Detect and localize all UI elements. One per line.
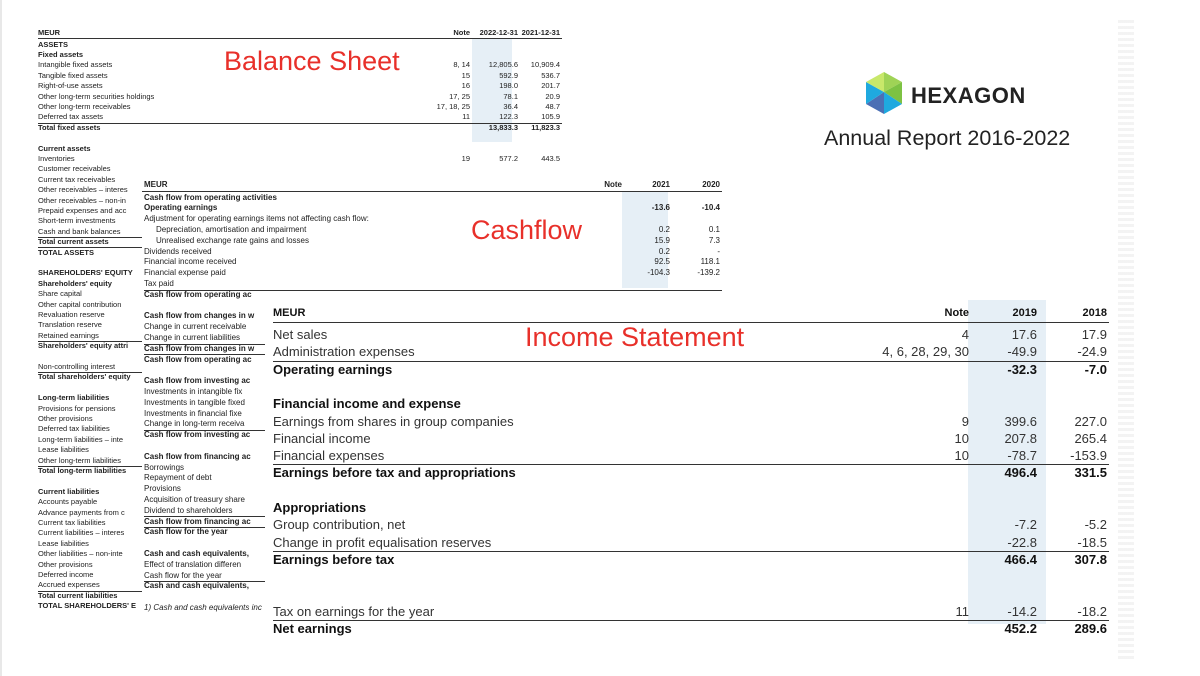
table-row xyxy=(144,247,722,258)
row-value-1: -7.2 xyxy=(1014,517,1037,533)
left-edge xyxy=(0,0,2,676)
row-label: Current liabilities xyxy=(38,486,100,496)
row-label: Tax paid xyxy=(144,278,174,288)
row-label: Cash flow from changes in w xyxy=(144,343,255,353)
row-label: Other long-term receivables xyxy=(38,101,131,111)
row-note: 8, 14 xyxy=(453,60,470,70)
row-label: Investments in tangible fixed xyxy=(144,397,245,407)
unit-label: MEUR xyxy=(38,28,61,37)
row-label: Cash and bank balances xyxy=(38,226,121,236)
table-row xyxy=(273,516,1109,533)
row-label: Deferred tax liabilities xyxy=(38,424,110,434)
row-label: Current liabilities – interes xyxy=(38,528,125,538)
row-label: Cash flow from financing ac xyxy=(144,451,251,461)
row-label: Revaluation reserve xyxy=(38,309,105,319)
income-statement-title: Income Statement xyxy=(525,322,745,352)
row-value-1: 92.5 xyxy=(654,257,670,267)
row-label: Financial expense paid xyxy=(144,268,226,278)
year-header-1: 2019 xyxy=(1012,307,1037,319)
table-row xyxy=(144,225,722,236)
cashflow-header xyxy=(142,180,722,192)
row-value-1: 0.2 xyxy=(658,246,670,256)
note-header: Note xyxy=(453,28,470,37)
row-value-2: 443.5 xyxy=(541,153,560,163)
row-note: 17, 18, 25 xyxy=(436,101,470,111)
row-label: Cash flow from operating ac xyxy=(144,354,252,364)
row-label: Long-term liabilities xyxy=(38,393,110,403)
row-label: Unrealised exchange rate gains and losses xyxy=(156,235,309,245)
note-header: Note xyxy=(604,180,622,189)
row-label: Cash flow from operating activities xyxy=(144,192,277,202)
row-label: Intangible fixed assets xyxy=(38,60,113,70)
row-label: Customer receivables xyxy=(38,164,111,174)
row-value-1: -32.3 xyxy=(1007,361,1037,377)
row-value-1: 452.2 xyxy=(1004,621,1037,637)
table-row xyxy=(273,482,1109,499)
hexagon-logo-icon xyxy=(864,72,904,116)
row-value-2: 536.7 xyxy=(541,70,560,80)
row-value-1: -78.7 xyxy=(1007,448,1037,464)
table-row xyxy=(38,154,562,164)
cashflow-title: Cashflow xyxy=(471,215,583,245)
row-label: Operating earnings xyxy=(144,203,218,213)
note-header: Note xyxy=(944,307,969,319)
table-row xyxy=(273,361,1109,378)
row-label: Change in profit equalisation reserves xyxy=(273,534,492,550)
row-label: ASSETS xyxy=(38,39,69,49)
row-label: Other liabilities – non-inte xyxy=(38,549,123,559)
table-row xyxy=(273,430,1109,447)
row-label: Tax on earnings for the year xyxy=(273,603,435,619)
row-value-1: -104.3 xyxy=(647,268,670,278)
row-value-1: 466.4 xyxy=(1004,551,1037,567)
row-value-2: 0.1 xyxy=(708,224,720,234)
row-value-2: -5.2 xyxy=(1084,517,1107,533)
row-label: Dividends received xyxy=(144,246,212,256)
table-row xyxy=(273,620,1109,637)
row-label: Deferred tax assets xyxy=(38,112,104,122)
row-label: Other receivables – non-in xyxy=(38,195,126,205)
row-label: Change in current receivable xyxy=(144,322,247,332)
row-value-2: 10,909.4 xyxy=(530,60,560,70)
row-label: Dividend to shareholders xyxy=(144,505,233,515)
year-header-2: 2020 xyxy=(702,180,720,189)
row-label: Accrued expenses xyxy=(38,580,100,590)
row-note: 4 xyxy=(961,327,969,342)
row-value-2: -24.9 xyxy=(1077,344,1107,360)
row-label: Cash flow from financing ac xyxy=(144,516,251,526)
row-label: Financial income received xyxy=(144,257,237,267)
row-label: Cash flow from investing ac xyxy=(144,376,251,386)
balance-sheet-title: Balance Sheet xyxy=(224,46,400,76)
table-row xyxy=(273,551,1109,568)
table-row xyxy=(38,123,562,133)
year-header-1: 2022-12-31 xyxy=(479,28,518,37)
row-label: Total shareholders' equity xyxy=(38,372,131,382)
row-value-1: -22.8 xyxy=(1007,534,1037,550)
row-label: Lease liabilities xyxy=(38,538,89,548)
row-label: Cash flow for the year xyxy=(144,570,222,580)
row-label: Long-term liabilities – inte xyxy=(38,434,124,444)
row-label: Financial income and expense xyxy=(273,396,461,412)
row-label: Other long-term liabilities xyxy=(38,455,121,465)
row-label: Current tax receivables xyxy=(38,174,116,184)
row-note: 15 xyxy=(461,70,470,80)
row-label: Total long-term liabilities xyxy=(38,465,127,475)
row-value-2: 17.9 xyxy=(1081,327,1107,342)
row-label: Borrowings xyxy=(144,462,185,472)
row-label: Acquisition of treasury share xyxy=(144,494,245,504)
row-value-1: 122.3 xyxy=(499,112,518,122)
row-value-2: 118.1 xyxy=(700,257,720,267)
row-label: Operating earnings xyxy=(273,361,393,377)
table-row xyxy=(273,603,1109,621)
row-label: Right-of-use assets xyxy=(38,81,103,91)
row-note: 10 xyxy=(954,448,969,464)
row-label: Other provisions xyxy=(38,559,93,569)
table-row xyxy=(144,236,722,247)
row-label: Net earnings xyxy=(273,621,352,637)
table-row xyxy=(144,214,722,225)
income-statement-header xyxy=(273,305,1109,323)
row-label: Total current assets xyxy=(38,237,109,247)
row-value-2: -139.2 xyxy=(697,268,720,278)
hexagon-logo xyxy=(864,72,904,121)
row-label: Share capital xyxy=(38,289,82,299)
row-label: Retained earnings xyxy=(38,330,99,340)
row-label: Other receivables – interes xyxy=(38,185,128,195)
table-row xyxy=(273,568,1109,585)
year-header-2: 2021-12-31 xyxy=(521,28,560,37)
row-value-2: 227.0 xyxy=(1074,413,1107,429)
row-label: Accounts payable xyxy=(38,497,98,507)
row-label: Repayment of debt xyxy=(144,473,212,483)
balance-sheet-header xyxy=(38,28,562,39)
table-row xyxy=(144,203,722,214)
table-row xyxy=(273,499,1109,516)
row-value-2: 331.5 xyxy=(1074,465,1107,481)
row-label: Effect of translation differen xyxy=(144,559,242,569)
table-row xyxy=(38,133,562,143)
year-header-2: 2018 xyxy=(1082,307,1107,319)
row-label: Appropriations xyxy=(273,500,367,515)
row-label: Current tax liabilities xyxy=(38,517,106,527)
row-value-2: 48.7 xyxy=(545,101,560,111)
row-value-2: -18.5 xyxy=(1077,534,1107,550)
row-label: Deferred income xyxy=(38,569,94,579)
row-value-1: 207.8 xyxy=(1004,430,1037,446)
table-row xyxy=(144,193,722,204)
unit-label: MEUR xyxy=(144,180,168,189)
row-value-2: 105.9 xyxy=(541,112,560,122)
row-value-1: -14.2 xyxy=(1007,603,1037,619)
year-header-1: 2021 xyxy=(652,180,670,189)
row-label: Net sales xyxy=(273,327,328,342)
row-value-1: -13.6 xyxy=(651,203,670,213)
row-label: Provisions for pensions xyxy=(38,403,116,413)
row-label: Depreciation, amortisation and impairment xyxy=(156,224,307,234)
row-value-1: 17.6 xyxy=(1011,327,1037,342)
row-label: SHAREHOLDERS' EQUITY xyxy=(38,268,133,278)
row-note: 9 xyxy=(961,413,969,429)
row-value-1: 577.2 xyxy=(499,153,518,163)
row-value-2: 289.6 xyxy=(1074,621,1107,637)
report-subtitle: Annual Report 2016-2022 xyxy=(824,126,1071,150)
unit-label: MEUR xyxy=(273,307,306,319)
row-label: Tangible fixed assets xyxy=(38,70,108,80)
row-label: Cash and cash equivalents, xyxy=(144,548,249,558)
row-label: Total fixed assets xyxy=(38,122,101,132)
table-row xyxy=(38,81,562,91)
row-value-1: 13,833.3 xyxy=(488,122,518,132)
row-value-2: -7.0 xyxy=(1084,361,1107,377)
row-label: Total current liabilities xyxy=(38,590,118,600)
row-value-1: 36.4 xyxy=(503,101,518,111)
row-value-1: 78.1 xyxy=(503,91,518,101)
row-label: Provisions xyxy=(144,484,181,494)
row-value-2: -153.9 xyxy=(1070,448,1107,464)
row-label: Administration expenses xyxy=(273,344,415,360)
row-note: 19 xyxy=(461,153,470,163)
row-label: TOTAL ASSETS xyxy=(38,247,94,257)
row-note: 11 xyxy=(462,112,470,122)
row-value-2: 201.7 xyxy=(541,81,560,91)
row-label: Financial income xyxy=(273,430,371,446)
row-value-2: 265.4 xyxy=(1074,430,1107,446)
row-label: Lease liabilities xyxy=(38,445,89,455)
table-row xyxy=(144,268,722,279)
row-value-1: 198.0 xyxy=(499,81,518,91)
row-note: 4, 6, 28, 29, 30 xyxy=(882,344,969,360)
row-label: Short-term investments xyxy=(38,216,116,226)
row-label: Other capital contribution xyxy=(38,299,122,309)
table-row xyxy=(144,290,722,301)
row-value-1: 12,805.6 xyxy=(488,60,518,70)
row-value-1: 0.2 xyxy=(658,224,670,234)
row-label: Financial expenses xyxy=(273,448,385,464)
row-label: Shareholders' equity attri xyxy=(38,341,129,351)
row-label: Cash and cash equivalents, xyxy=(144,581,249,591)
row-note: 16 xyxy=(461,81,470,91)
row-note: 10 xyxy=(954,430,969,446)
row-value-2: 11,823.3 xyxy=(531,122,560,132)
row-label: Change in long-term receiva xyxy=(144,419,245,429)
row-label: Translation reserve xyxy=(38,320,102,330)
row-label: Non-controlling interest xyxy=(38,361,116,371)
table-row xyxy=(38,164,562,174)
row-value-2: -10.4 xyxy=(701,203,720,213)
row-label: Prepaid expenses and acc xyxy=(38,205,127,215)
table-row xyxy=(38,144,562,154)
row-value-2: 307.8 xyxy=(1074,551,1107,567)
row-value-1: 496.4 xyxy=(1004,465,1037,481)
row-label: Shareholders' equity xyxy=(38,278,112,288)
row-label: Other long-term securities holdings xyxy=(38,91,155,101)
table-row xyxy=(38,102,562,112)
row-label: Fixed assets xyxy=(38,49,84,59)
brand-name: HEXAGON xyxy=(911,83,1026,108)
row-label: Cash flow from changes in w xyxy=(144,311,255,321)
row-note: 17, 25 xyxy=(449,91,470,101)
row-label: Change in current liabilities xyxy=(144,332,241,342)
row-label: Earnings before tax xyxy=(273,551,395,567)
row-label: Investments in financial fixe xyxy=(144,408,242,418)
row-value-1: 592.9 xyxy=(499,70,518,80)
table-row xyxy=(273,395,1109,412)
row-label: Group contribution, net xyxy=(273,517,406,533)
row-label: Inventories xyxy=(38,153,75,163)
table-row xyxy=(273,378,1109,395)
table-row xyxy=(273,447,1109,465)
row-value-2: -18.2 xyxy=(1077,603,1107,619)
row-label: Earnings before tax and appropriations xyxy=(273,465,516,481)
row-value-1: -49.9 xyxy=(1007,344,1037,360)
row-value-1: 399.6 xyxy=(1004,413,1037,429)
row-label: TOTAL SHAREHOLDERS' E xyxy=(38,601,137,611)
row-label: Cash flow from investing ac xyxy=(144,430,251,440)
table-row xyxy=(273,464,1109,481)
row-value-2: 20.9 xyxy=(545,91,560,101)
row-label: Earnings from shares in group companies xyxy=(273,413,514,429)
table-row xyxy=(273,413,1109,430)
row-value-1: 15.9 xyxy=(654,235,670,245)
table-row xyxy=(38,92,562,102)
row-label: Adjustment for operating earnings items not affecting cash flow: xyxy=(144,214,369,224)
row-label: Cash flow from operating ac xyxy=(144,289,252,299)
decorative-border xyxy=(1118,20,1134,660)
row-value-2: 7.3 xyxy=(708,235,720,245)
row-label: 1) Cash and cash equivalents inc xyxy=(144,602,262,612)
row-value-2: - xyxy=(717,246,720,256)
table-row xyxy=(273,534,1109,552)
row-label: Investments in intangible fix xyxy=(144,386,243,396)
row-label: Other provisions xyxy=(38,413,93,423)
row-label: Cash flow for the year xyxy=(144,527,228,537)
table-row xyxy=(144,257,722,268)
row-label: Current assets xyxy=(38,143,91,153)
row-note: 11 xyxy=(955,603,969,619)
table-row xyxy=(273,586,1109,603)
row-label: Advance payments from c xyxy=(38,507,125,517)
